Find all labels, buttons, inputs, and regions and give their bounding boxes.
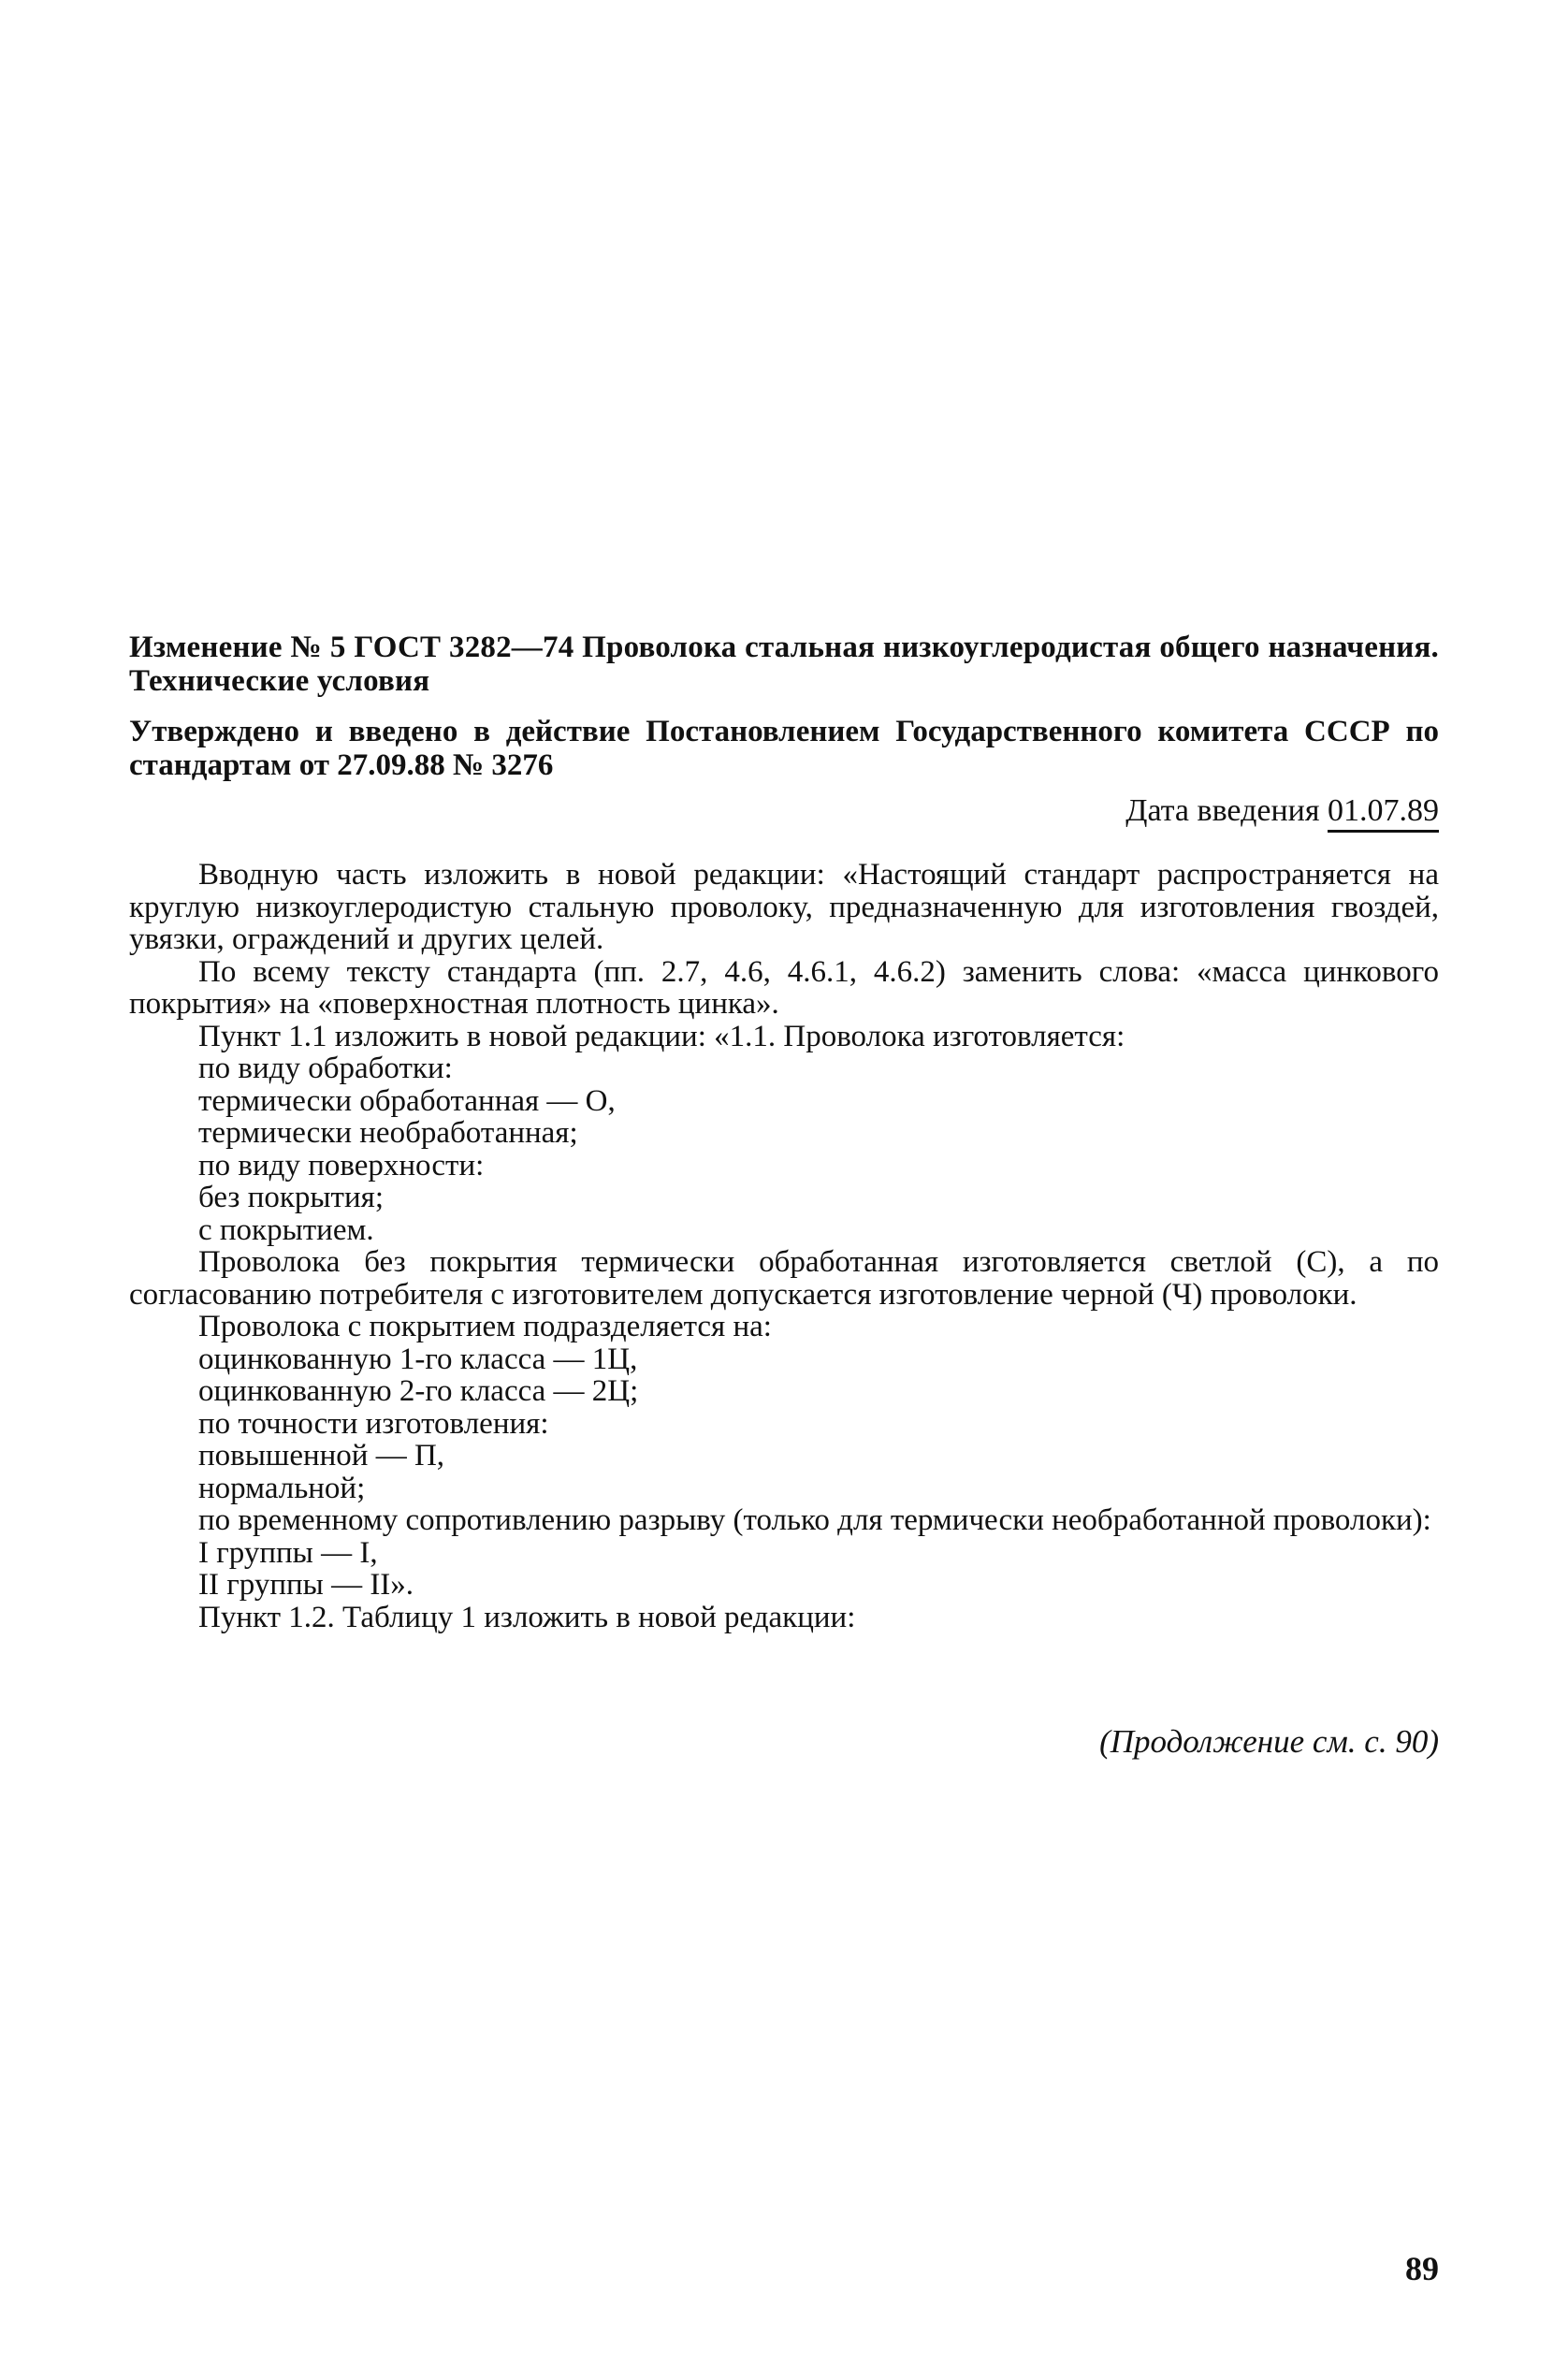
paragraph-replace-words: По всему тексту стандарта (пп. 2.7, 4.6, 4.6.1, 4.6.2) заменить слова: «масса цинкового покрытия» на «поверхностная плотность цинка». [129, 954, 1439, 1021]
date-label: Дата введения [1125, 793, 1320, 828]
page-number: 89 [1405, 2250, 1439, 2287]
paragraph-clause-1-1: Пункт 1.1 изложить в новой редакции: «1.1. Проволока изготовляется: [198, 1019, 1125, 1053]
list-line: с покрытием. [198, 1212, 374, 1247]
approval-statement: Утверждено и введено в действие Постановлением Государственного комитета СССР по стандартам от 27.09.88 № 3276 [129, 715, 1439, 782]
paragraph-intro: Вводную часть изложить в новой редакции: «Настоящий стандарт распространяется на круглую низкоуглеродистую стальную проволоку, предназначенную для изготовления гвоздей, увязки, ограждений и других целей. [129, 858, 1439, 956]
list-line: по виду поверхности: [198, 1148, 485, 1182]
list-line: I группы — I, [198, 1535, 378, 1570]
amendment-title: Изменение № 5 ГОСТ 3282—74 Проволока стальная низкоуглеродистая общего назначения. Технические условия [129, 631, 1439, 698]
list-line: Пункт 1.2. Таблицу 1 изложить в новой редакции: [198, 1600, 856, 1634]
list-line: термически необработанная; [198, 1116, 578, 1150]
list-line: Проволока с покрытием подразделяется на: [198, 1310, 772, 1343]
list-line: без покрытия; [198, 1181, 384, 1214]
list-line: по точности изготовления: [198, 1406, 549, 1441]
list-line: оцинкованную 1-го класса — 1Ц, [198, 1342, 638, 1376]
document-body [129, 859, 1439, 1633]
list-line: нормальной; [198, 1471, 366, 1505]
list-line: по виду обработки: [198, 1052, 453, 1085]
document-header [129, 631, 1439, 829]
list-line: оцинкованную 2-го класса — 2Ц; [198, 1374, 639, 1408]
list-line: термически обработанная — О, [198, 1083, 616, 1118]
date-value: 01.07.89 [1328, 793, 1439, 833]
continuation-note: (Продолжение см. с. 90) [1099, 1723, 1439, 1760]
paragraph-light-wire: Проволока без покрытия термически обработанная изготовляется светлой (С), а по согласованию потребителя с изготовителем допускается изготовление черной (Ч) проволоки. [129, 1245, 1439, 1312]
list-line: II группы — II». [198, 1568, 414, 1602]
paragraph-tensile-strength: по временному сопротивлению разрыву (только для термически необработанной проволоки): [198, 1503, 1431, 1537]
list-line: повышенной — П, [198, 1439, 445, 1473]
effective-date [129, 793, 1439, 829]
